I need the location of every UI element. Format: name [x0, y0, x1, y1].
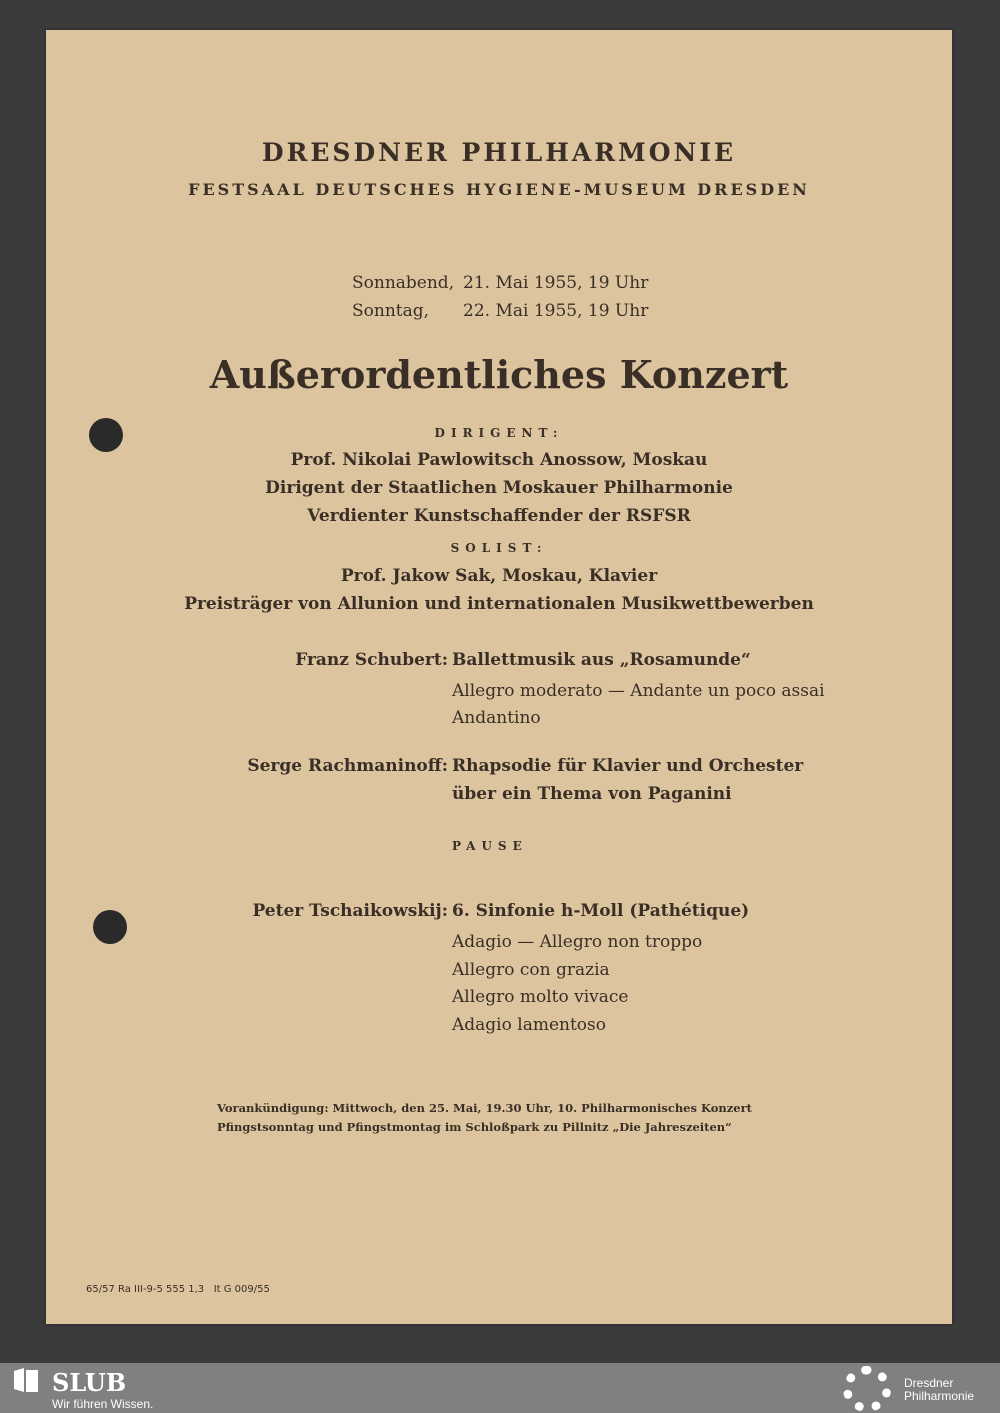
soloist-label: SOLIST:: [450, 541, 548, 555]
movement: Allegro molto vivace: [452, 987, 629, 1007]
movement: Allegro con grazia: [452, 960, 610, 980]
orchestra-title: DRESDNER PHILHARMONIE: [261, 138, 737, 167]
partner-name: Philharmonie: [904, 1389, 975, 1403]
date-time: 22. Mai 1955, 19 Uhr: [463, 301, 649, 321]
announcement-line: Vorankündigung: Mittwoch, den 25. Mai, 19.30 Uhr, 10. Philharmonisches Konzert: [217, 1101, 752, 1115]
movement: Allegro moderato — Andante un poco assai: [452, 681, 825, 701]
date-day: Sonntag,: [352, 301, 430, 321]
work: Rhapsodie für Klavier und Orchester: [452, 756, 804, 776]
composer: Franz Schubert:: [295, 650, 448, 670]
conductor-line: Prof. Nikolai Pawlowitsch Anossow, Moskau: [290, 450, 708, 470]
concert-title: Außerordentliches Konzert: [209, 352, 789, 397]
work: 6. Sinfonie h-Moll (Pathétique): [452, 901, 750, 921]
announcement-line: Pfingstsonntag und Pfingstmontag im Schloßpark zu Pillnitz „Die Jahreszeiten“: [217, 1120, 732, 1134]
movement: Adagio lamentoso: [452, 1015, 606, 1035]
partner-name: Dresdner: [904, 1376, 954, 1390]
work: Ballettmusik aus „Rosamunde“: [452, 650, 751, 670]
work: über ein Thema von Paganini: [452, 784, 732, 804]
composer: Peter Tschaikowskij:: [252, 901, 448, 921]
movement: Adagio — Allegro non troppo: [452, 932, 703, 952]
conductor-line: Verdienter Kunstschaffender der RSFSR: [307, 506, 691, 526]
punch-hole: [93, 910, 127, 944]
pause-label: PAUSE: [452, 839, 528, 853]
slub-logo-text: SLUB: [52, 1368, 127, 1397]
conductor-label: DIRIGENT:: [434, 426, 564, 440]
venue: FESTSAAL DEUTSCHES HYGIENE-MUSEUM DRESDEN: [188, 180, 810, 199]
philharmonie-logo-icon: [843, 1366, 891, 1412]
date-day: Sonnabend,: [352, 273, 455, 293]
soloist-line: Preisträger von Allunion und internationalen Musikwettbewerben: [184, 594, 814, 614]
movement: Andantino: [452, 708, 541, 728]
soloist-line: Prof. Jakow Sak, Moskau, Klavier: [340, 566, 658, 586]
footer-bar: [0, 1363, 1000, 1413]
concert-program-page: [46, 30, 952, 1324]
print-code: 65/57 Ra III-9-5 555 1,3 It G 009/55: [86, 1284, 270, 1295]
composer: Serge Rachmaninoff:: [247, 756, 448, 776]
date-time: 21. Mai 1955, 19 Uhr: [463, 273, 649, 293]
slub-tagline: Wir führen Wissen.: [52, 1397, 154, 1411]
book-icon: [12, 1367, 40, 1393]
conductor-line: Dirigent der Staatlichen Moskauer Philharmonie: [265, 478, 733, 498]
